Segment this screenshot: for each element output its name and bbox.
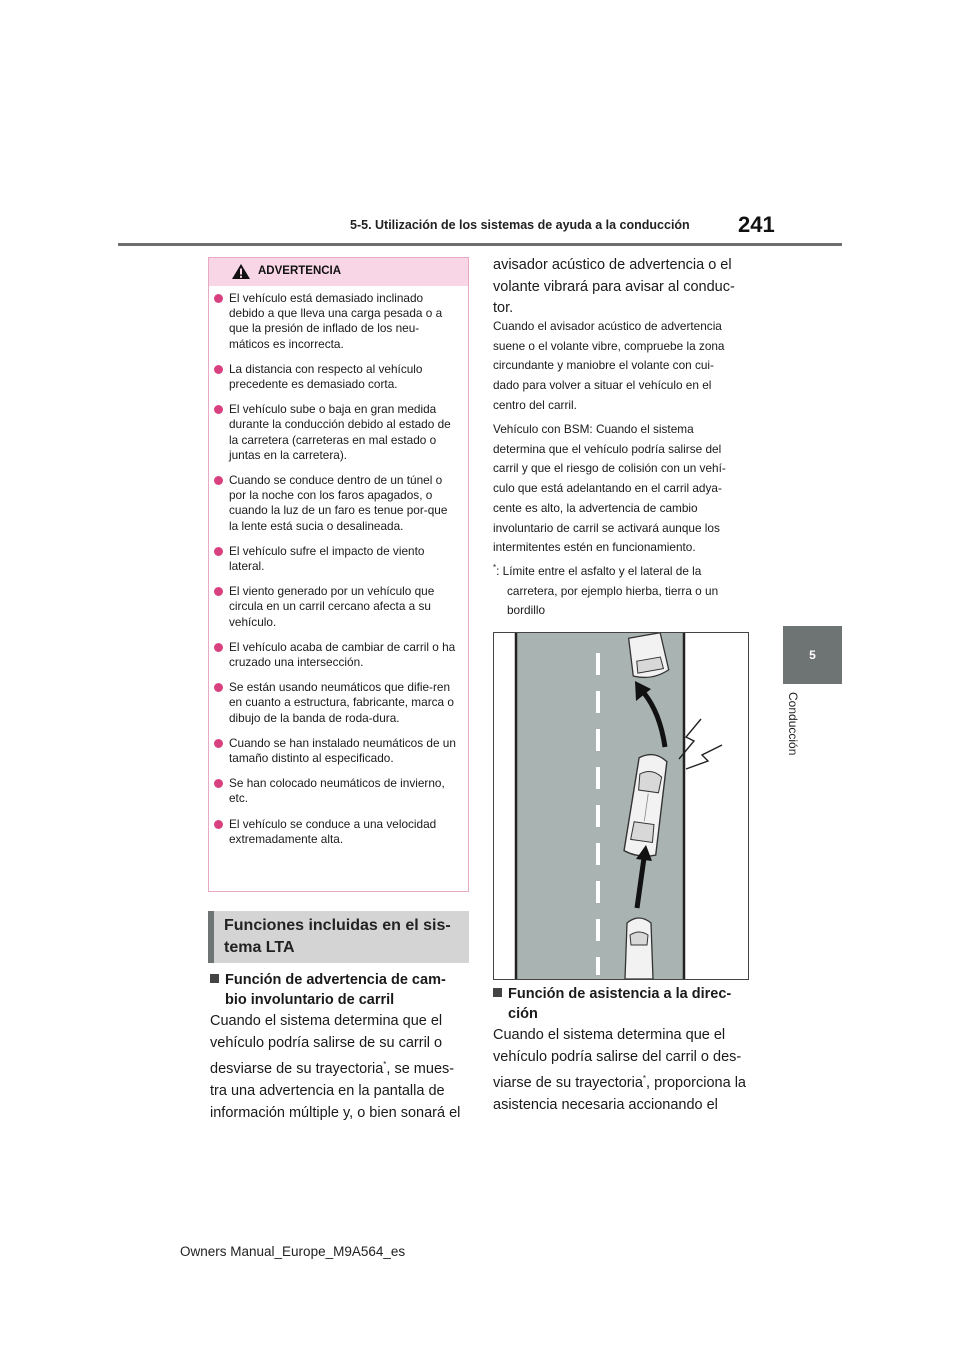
chapter-tab[interactable]: 5	[783, 626, 842, 684]
warning-item: El viento generado por un vehículo que circula en un carril cercano afecta a su vehículo.	[209, 584, 468, 630]
bullet-icon	[214, 739, 223, 748]
car-start	[625, 918, 653, 979]
center-dashes	[596, 653, 600, 975]
warning-item: La distancia con respecto al vehículo precedente es demasiado corta.	[209, 362, 468, 392]
bullet-icon	[214, 365, 223, 374]
note-paragraph-2: Vehículo con BSM: Cuando el sistema determina que el vehículo podría salirse del carril y que el riesgo de colisión con un vehí- culo que está adelantando en el carril adya- cente es alto, la advertencia de cambio involuntario de carril se activará aunque los intermitentes estén en funcionamiento.	[493, 422, 726, 555]
warning-header	[209, 258, 468, 286]
footnote: *: Límite entre el asfalto y el lateral de la carretera, por ejemplo hierba, tierra o un bordillo	[493, 563, 719, 618]
warning-item: El vehículo se conduce a una velocidad extremadamente alta.	[209, 817, 468, 847]
square-bullet-icon	[493, 988, 502, 997]
header-rule	[118, 243, 842, 246]
warning-item: El vehículo está demasiado inclinado debido a que lleva una carga pesada o a que la presión de inflado de los neu-máticos es incorrecta.	[209, 291, 468, 352]
bullet-icon	[214, 547, 223, 556]
warning-box	[208, 257, 469, 892]
road-diagram	[494, 633, 748, 979]
lane-departure-illustration	[493, 632, 749, 980]
warning-item: Se han colocado neumáticos de invierno, etc.	[209, 776, 468, 806]
bullet-icon	[214, 643, 223, 652]
steering-assist-text: Cuando el sistema determina que el vehículo podría salirse del carril o des- viarse de su trayectoria*, proporciona la asistencia necesaria accionando el	[493, 1027, 746, 1113]
lane-departure-text: Cuando el sistema determina que el vehículo podría salirse de su carril o desviarse de su trayectoria*, se mues- tra una advertencia en la pantalla de información múltiple y, o bien sonará el	[210, 1013, 461, 1121]
square-bullet-icon	[210, 974, 219, 983]
bullet-icon	[214, 405, 223, 414]
running-header: 5-5. Utilización de los sistemas de ayuda a la conducción	[350, 218, 690, 232]
lane-departure-heading: Función de advertencia de cam- bio involuntario de carril	[210, 970, 472, 1010]
bullet-icon	[214, 779, 223, 788]
steering-assist-heading: Función de asistencia a la direc- ción	[493, 984, 758, 1024]
bullet-icon	[214, 587, 223, 596]
warning-triangle-icon	[231, 263, 251, 280]
bullet-icon	[214, 820, 223, 829]
chapter-label-text: Conducción	[786, 692, 800, 756]
warning-list	[209, 291, 468, 857]
note-paragraph-1: Cuando el avisador acústico de advertencia suene o el volante vibre, compruebe la zona circundante y maniobre el volante con cui- dado para volver a situar el vehículo en el centro del carril.	[493, 319, 725, 412]
warning-zigzag-2	[686, 745, 722, 769]
footer-doc-id: Owners Manual_Europe_M9A564_es	[180, 1244, 406, 1259]
section-heading	[208, 911, 469, 963]
warning-item: Cuando se han instalado neumáticos de un tamaño distinto al especificado.	[209, 736, 468, 766]
bullet-icon	[214, 294, 223, 303]
warning-item: El vehículo sube o baja en gran medida durante la conducción debido al estado de la carretera (carreteras en mal estado o juntas en la carretera).	[209, 402, 468, 463]
chapter-label	[786, 692, 800, 772]
page-number: 241	[738, 212, 775, 237]
section-heading-text: Funciones incluidas en el sis-tema LTA	[224, 917, 451, 956]
bullet-icon	[214, 476, 223, 485]
warning-item: El vehículo acaba de cambiar de carril o ha cruzado una intersección.	[209, 640, 468, 670]
bullet-icon	[214, 683, 223, 692]
lane-departure-continued: avisador acústico de advertencia o el volante vibrará para avisar al conduc- tor.	[493, 257, 735, 317]
warning-item: El vehículo sufre el impacto de viento lateral.	[209, 544, 468, 574]
warning-title: ADVERTENCIA	[258, 265, 342, 277]
warning-item: Se están usando neumáticos que difie-ren en cuanto a estructura, fabricante, marca o dibujo de la banda de roda-dura.	[209, 680, 468, 726]
warning-item: Cuando se conduce dentro de un túnel o por la noche con los faros apagados, o cuando la luz de un faro es tenue por-que la lente está sucia o desalineada.	[209, 473, 468, 534]
